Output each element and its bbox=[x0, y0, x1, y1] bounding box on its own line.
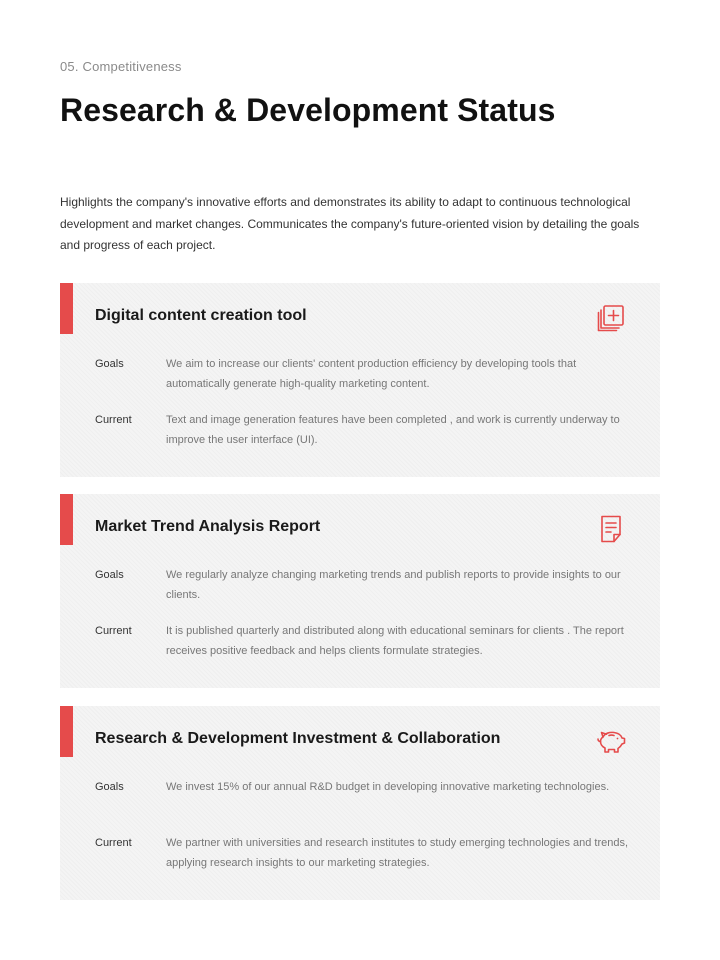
page-title: Research & Development Status bbox=[60, 92, 556, 128]
card-accent-bar bbox=[60, 283, 73, 334]
add-copy-icon bbox=[596, 303, 626, 333]
goals-label: Goals bbox=[95, 569, 124, 581]
section-label: 05. Competitiveness bbox=[60, 59, 182, 74]
card-accent-bar bbox=[60, 706, 73, 757]
card-title: Research & Development Investment & Collaboration bbox=[95, 730, 501, 747]
report-document-icon bbox=[596, 514, 626, 544]
piggy-bank-icon bbox=[596, 726, 626, 756]
goals-text: We aim to increase our clients' content production efficiency by developing tools that automatically generate high-quality marketing content. bbox=[166, 358, 577, 390]
project-card-content-tool bbox=[60, 283, 660, 477]
current-text: Text and image generation features have been completed , and work is currently underway to improve the user interface (UI). bbox=[166, 414, 620, 446]
project-card-investment bbox=[60, 706, 660, 900]
card-title: Market Trend Analysis Report bbox=[95, 518, 321, 535]
goals-label: Goals bbox=[95, 358, 124, 370]
intro-paragraph: Highlights the company's innovative efforts and demonstrates its ability to adapt to continuous technological development and market changes. Communicates the company's future-oriented vision by detailing the goals and progress of each project. bbox=[60, 195, 640, 252]
current-text: We partner with universities and research institutes to study emerging technologies and trends, applying research insights to our marketing strategies. bbox=[166, 837, 629, 869]
card-accent-bar bbox=[60, 494, 73, 545]
current-label: Current bbox=[95, 414, 132, 426]
card-title: Digital content creation tool bbox=[95, 307, 307, 324]
current-label: Current bbox=[95, 625, 132, 637]
goals-label: Goals bbox=[95, 781, 124, 793]
project-card-trend-report bbox=[60, 494, 660, 688]
current-text: It is published quarterly and distributed along with educational seminars for clients . The report receives positive feedback and helps clients formulate strategies. bbox=[166, 625, 624, 657]
goals-text: We invest 15% of our annual R&D budget in developing innovative marketing technologies. bbox=[166, 781, 610, 793]
current-label: Current bbox=[95, 837, 132, 849]
goals-text: We regularly analyze changing marketing trends and publish reports to provide insights to our clients. bbox=[166, 569, 621, 601]
